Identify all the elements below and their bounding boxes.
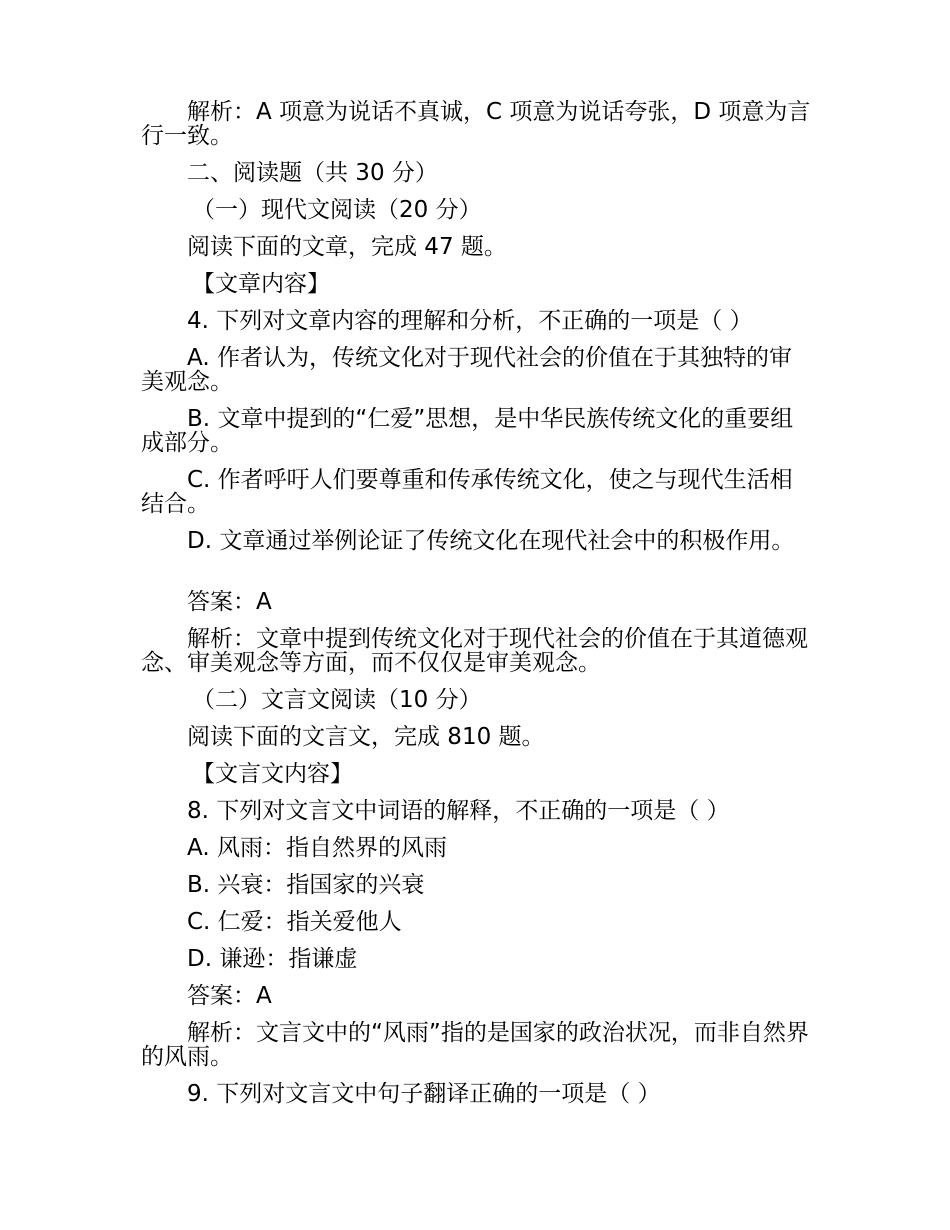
paragraph: 阅读下面的文言文，完成 810 题。 <box>187 725 545 749</box>
paragraph: 解析：文章中提到传统文化对于现代社会的价值在于其道德观念、审美观念等方面，而不仅仅是审美观念。 <box>141 627 808 675</box>
paragraph: D. 文章通过举例论证了传统文化在现代社会中的积极作用。 <box>187 529 795 554</box>
paragraph: 【文言文内容】 <box>192 762 353 786</box>
paragraph: 解析：A 项意为说话不真诚，C 项意为说话夸张，D 项意为言行一致。 <box>141 100 811 148</box>
paragraph: 答案：A <box>187 984 272 1008</box>
paragraph: 解析：文言文中的“风雨”指的是国家的政治状况，而非自然界的风雨。 <box>141 1021 809 1069</box>
paragraph: 8. 下列对文言文中词语的解释，不正确的一项是（ ） <box>187 799 730 823</box>
paragraph: （二）文言文阅读（10 分） <box>192 688 482 712</box>
paragraph: 【文章内容】 <box>192 272 330 296</box>
paragraph: C. 仁爱：指关爱他人 <box>187 910 402 934</box>
paragraph: 阅读下面的文章，完成 47 题。 <box>187 235 507 259</box>
paragraph: B. 文章中提到的“仁爱”思想，是中华民族传统文化的重要组成部分。 <box>141 407 794 455</box>
paragraph: 二、阅读题（共 30 分） <box>187 161 438 185</box>
paragraph: A. 风雨：指自然界的风雨 <box>187 836 447 860</box>
paragraph: D. 谦逊：指谦虚 <box>187 947 358 971</box>
paragraph: A. 作者认为，传统文化对于现代社会的价值在于其独特的审美观念。 <box>141 346 792 394</box>
paragraph: B. 兴衰：指国家的兴衰 <box>187 873 425 897</box>
paragraph: 4. 下列对文章内容的理解和分析，不正确的一项是（ ） <box>187 309 753 333</box>
paragraph: 答案：A <box>187 590 272 614</box>
paragraph: （一）现代文阅读（20 分） <box>192 198 482 222</box>
document-body <box>141 100 811 1119</box>
paragraph: 9. 下列对文言文中句子翻译正确的一项是（ ） <box>187 1082 661 1106</box>
paragraph: C. 作者呼吁人们要尊重和传承传统文化，使之与现代生活相结合。 <box>141 468 793 516</box>
